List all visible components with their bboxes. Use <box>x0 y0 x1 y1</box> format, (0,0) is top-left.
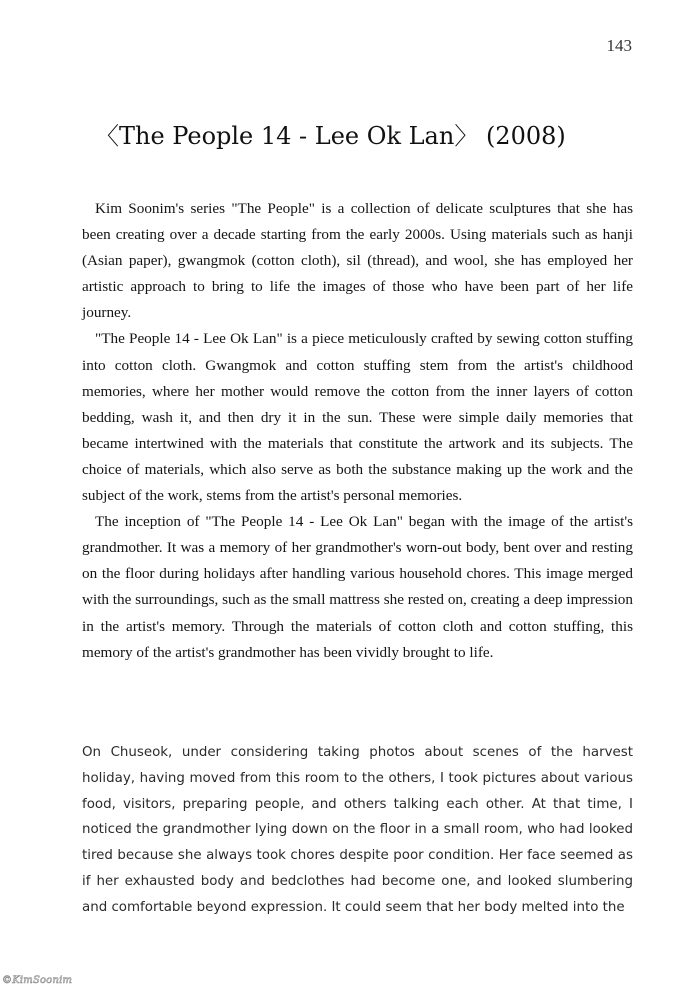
copyright-watermark: ©KimSoonim <box>2 975 73 986</box>
paragraph-3: The inception of "The People 14 - Lee Ok Lan" began with the image of the artist's grandmother. It was a memory of her grandmother's worn-out body, bent over and resting on the floor during holidays after handling various household chores. This image merged with the surroundings, such as the small mattress she rested on, creating a deep impression in the artist's memory. Through the materials of cotton cloth and cotton stuffing, this memory of the artist's grandmother has been vividly brought to life. <box>82 513 633 661</box>
photographer-quote: On Chuseok, under considering taking photos about scenes of the harvest holiday, having moved from this room to the others, I took pictures about various food, visitors, preparing people, and others talking each other. At that time, I noticed the grandmother lying down on the floor in a small room, who had looked tired because she always took chores despite poor condition. Her face seemed as if her exhausted body and bedclothes had become one, and looked slumbering and comfortable beyond expression. It could seem that her body melted into the <box>82 745 633 915</box>
page-title: 〈The People 14 - Lee Ok Lan〉 (2008) <box>95 122 566 150</box>
article-body <box>82 196 633 666</box>
page-number: 143 <box>606 36 632 55</box>
paragraph-1: Kim Soonim's series "The People" is a collection of delicate sculptures that she has been creating over a decade starting from the early 2000s. Using materials such as hanji (Asian paper), gwangmok (cotton cloth), sil (thread), and wool, she has employed her artistic approach to bring to life the images of those who have been part of her life journey. <box>82 200 633 322</box>
paragraph-2: "The People 14 - Lee Ok Lan" is a piece meticulously crafted by sewing cotton stuffing into cotton cloth. Gwangmok and cotton stuffing stem from the artist's childhood memories, where her mother would remove the cotton from the inner layers of cotton bedding, wash it, and then dry it in the sun. These were simple daily memories that became intertwined with the materials that constitute the artwork and its subjects. The choice of materials, which also serve as both the substance making up the work and the subject of the work, stems from the artist's personal memories. <box>82 330 633 505</box>
